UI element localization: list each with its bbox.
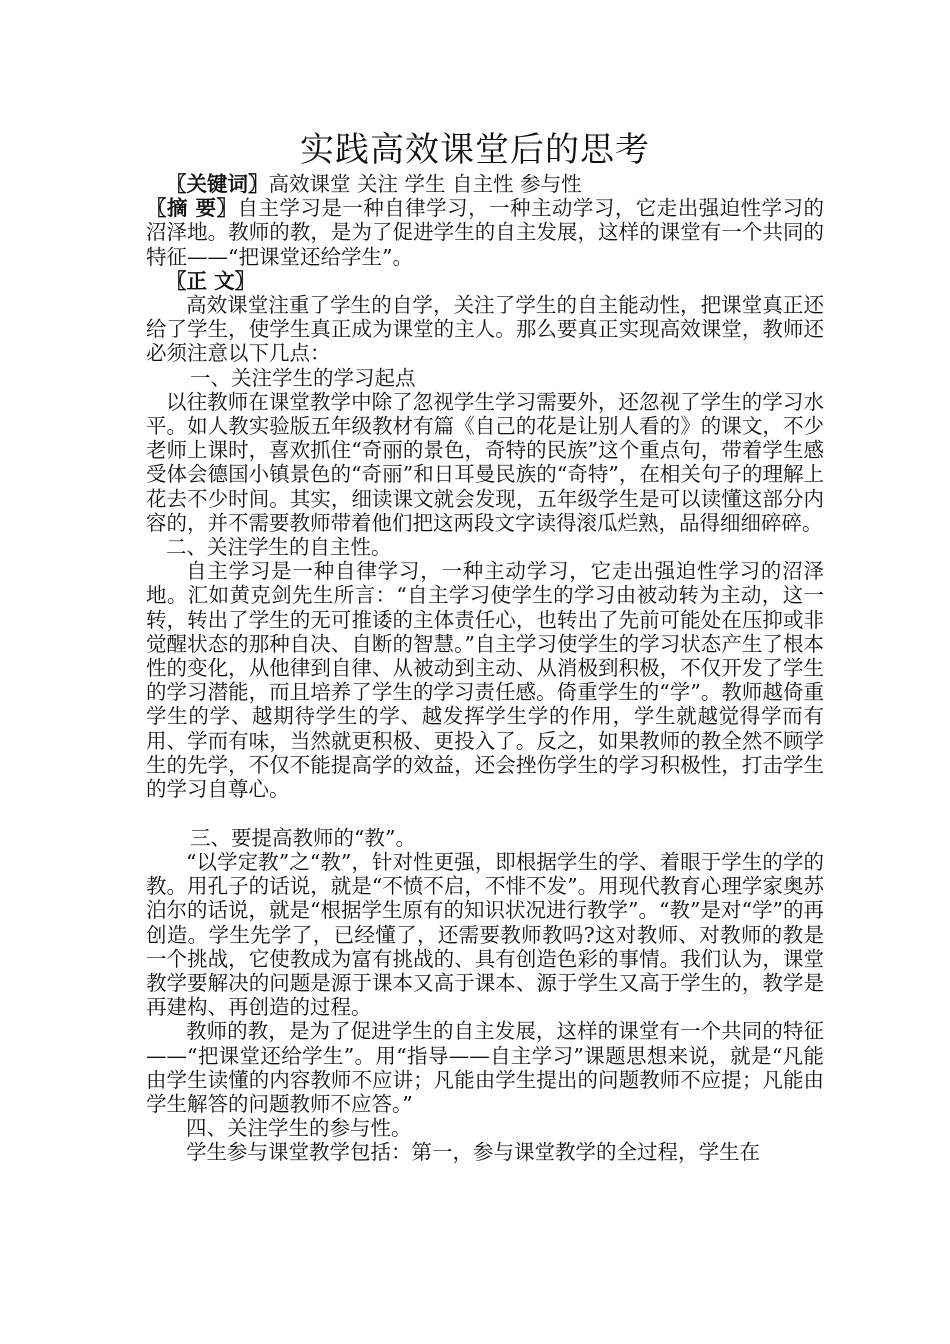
abstract-label: 〖摘 要〗	[146, 196, 238, 221]
section3-heading: 三、要提高教师的“教”。	[190, 825, 416, 850]
document-body	[146, 172, 824, 1165]
section1-heading: 一、关注学生的学习起点	[190, 365, 416, 390]
body-label-line	[146, 269, 824, 293]
section2-heading: 二、关注学生的自主性。	[166, 535, 392, 560]
section3-paragraph-1: “以学定教”之“教”，针对性更强，即根据学生的学、着眼于学生的学的教。用孔子的话说，就是“不愤不启，不悱不发”。用现代教育心理学家奥苏泊尔的话说，就是“根据学生原有的知识状况进行教学”。“教”是对“学”的再创造。学生先学了，已经懂了，还需要教师教吗?这对教师、对教师的教是一个挑战，它使教成为富有挑战的、具有创造色彩的事情。我们认为，课堂教学要解决的问题是源于课本又高于课本、源于学生又高于学生的，教学是再建构、再创造的过程。	[146, 849, 824, 1020]
section4-paragraph: 学生参与课堂教学包括：第一，参与课堂教学的全过程，学生在	[186, 1140, 760, 1165]
keywords-text: 高效课堂 关注 学生 自主性 参与性	[268, 172, 582, 196]
section4-heading: 四、关注学生的参与性。	[186, 1116, 412, 1141]
abstract-text: 自主学习是一种自律学习，一种主动学习，它走出强迫性学习的沼泽地。教师的教，是为了促进学生的自主发展，这样的课堂有一个共同的特征——“把课堂还给学生”。	[146, 196, 825, 269]
keywords-label: 〖关键词〗	[166, 172, 269, 196]
abstract-paragraph	[146, 196, 824, 269]
keywords-line	[146, 172, 824, 196]
section3-paragraph-2: 教师的教，是为了促进学生的自主发展，这样的课堂有一个共同的特征——“把课堂还给学生”。用“指导——自主学习”课题思想来说，就是“凡能由学生读懂的内容教师不应讲；凡能由学生提出的问题教师不应提；凡能由学生解答的问题教师不应答。”	[146, 1019, 824, 1117]
intro-paragraph: 高效课堂注重了学生的自学，关注了学生的自主能动性，把课堂真正还给了学生，使学生真正成为课堂的主人。那么要真正实现高效课堂，教师还必须注意以下几点：	[146, 293, 824, 366]
document-title: 实践高效课堂后的思考	[300, 130, 650, 170]
section2-paragraph: 自主学习是一种自律学习，一种主动学习，它走出强迫性学习的沼泽地。汇如黄克剑先生所言：“自主学习使学生的学习由被动转为主动，这一转，转出了学生的无可推诿的主体责任心，也转出了先前可能处在压抑或非觉醒状态的那种自决、自断的智慧。”自主学习使学生的学习状态产生了根本性的变化，从他律到自律、从被动到主动、从消极到积极，不仅开发了学生的学习潜能，而且培养了学生的学习责任感。倚重学生的“学”。教师越倚重学生的学、越期待学生的学、越发挥学生学的作用，学生就越觉得学而有用、学而有味，当然就更积极、更投入了。反之，如果教师的教全然不顾学生的先学，不仅不能提高学的效益，还会挫伤学生的学习积极性，打击学生的学习自尊心。	[146, 559, 824, 802]
blank-line	[146, 801, 824, 826]
section1-paragraph: 以往教师在课堂教学中除了忽视学生学习需要外，还忽视了学生的学习水平。如人教实验版五年级教材有篇《自己的花是让别人看的》的课文，不少老师上课时，喜欢抓住“奇丽的景色，奇特的民族”这个重点句，带着学生感受体会德国小镇景色的“奇丽”和日耳曼民族的“奇特”，在相关句子的理解上花去不少时间。其实，细读课文就会发现，五年级学生是可以读懂这部分内容的，并不需要教师带着他们把这两段文字读得滚瓜烂熟，品得细细碎碎。	[146, 389, 824, 535]
body-label: 〖正 文〗	[166, 268, 256, 293]
